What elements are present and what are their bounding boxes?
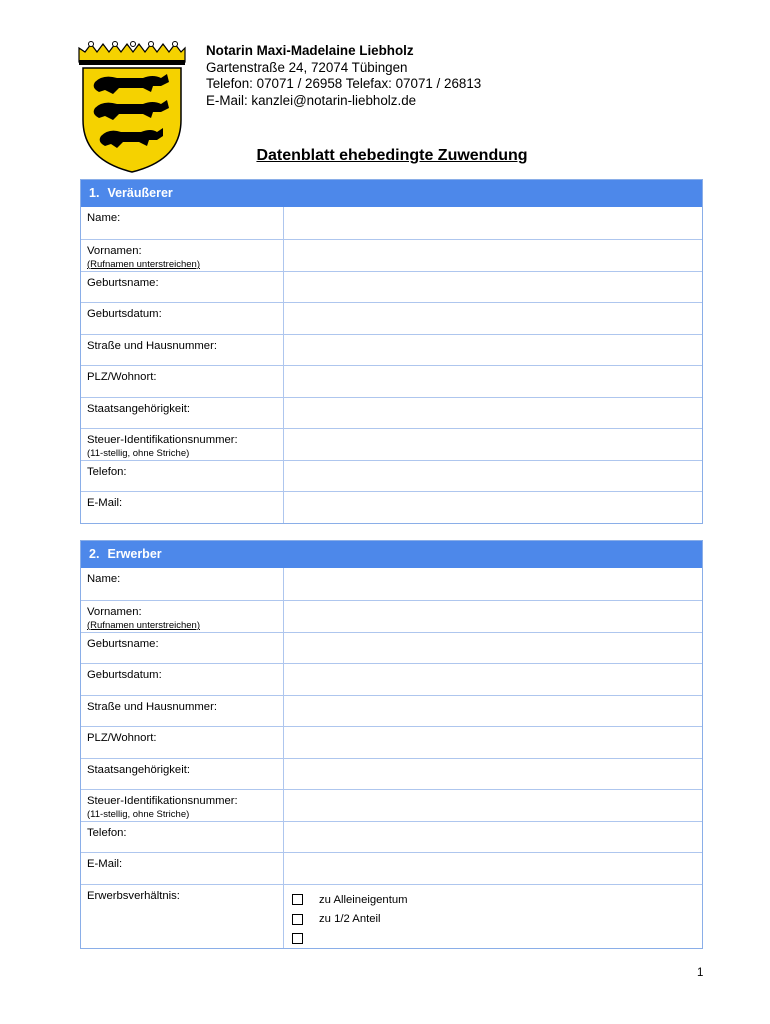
form-row: [81, 852, 702, 884]
field-hint: (11-stellig, ohne Striche): [87, 809, 190, 820]
field-label: Telefon:: [81, 822, 284, 852]
first-names-field[interactable]: [284, 240, 702, 271]
form-row: [81, 365, 702, 397]
notary-phone-fax: Telefon: 07071 / 26958 Telefax: 07071 / 26813: [206, 76, 482, 92]
field-label: Name:: [81, 207, 284, 239]
tax-id-field[interactable]: [284, 790, 702, 821]
form-row: [81, 758, 702, 789]
phone-field[interactable]: [284, 822, 702, 852]
section-title: Veräußerer: [107, 186, 173, 200]
email-field[interactable]: [284, 853, 702, 884]
form-row: [81, 207, 702, 239]
form-row: [81, 600, 702, 632]
email-field[interactable]: [284, 492, 702, 523]
form-row: [81, 460, 702, 491]
form-row: [81, 568, 702, 600]
option-label: zu Alleineigentum: [319, 893, 408, 906]
field-label: Steuer-Identifikationsnummer: (11-stellig, ohne Striche): [81, 790, 284, 821]
field-label: Geburtsdatum:: [81, 303, 284, 334]
notary-email: E-Mail: kanzlei@notarin-liebholz.de: [206, 92, 417, 108]
section-title: Erwerber: [107, 547, 162, 561]
form-row: [81, 695, 702, 726]
field-label: Staatsangehörigkeit:: [81, 759, 284, 789]
letterhead: [206, 43, 481, 109]
section-buyer: [80, 540, 703, 949]
checkbox-icon[interactable]: [292, 933, 303, 944]
form-row: [81, 397, 702, 428]
field-label: Name:: [81, 568, 284, 600]
zip-city-field[interactable]: [284, 727, 702, 758]
notary-name: Notarin Maxi-Madelaine Liebholz: [206, 43, 414, 58]
field-hint: (Rufnamen unterstreichen): [87, 620, 200, 631]
form-row: [81, 491, 702, 523]
name-field[interactable]: [284, 568, 702, 600]
birth-date-field[interactable]: [284, 303, 702, 334]
notary-address: Gartenstraße 24, 72074 Tübingen: [206, 59, 408, 75]
form-row: [81, 821, 702, 852]
acquisition-options: [284, 885, 702, 948]
option-label: zu 1/2 Anteil: [319, 913, 381, 926]
birth-name-field[interactable]: [284, 272, 702, 302]
field-label: PLZ/Wohnort:: [81, 366, 284, 397]
tax-id-field[interactable]: [284, 429, 702, 460]
form-row: [81, 726, 702, 758]
field-label: Straße und Hausnummer:: [81, 696, 284, 726]
street-field[interactable]: [284, 335, 702, 365]
field-label: Vornamen: (Rufnamen unterstreichen): [81, 601, 284, 632]
form-row: [81, 663, 702, 695]
checkbox-icon[interactable]: [292, 894, 303, 905]
field-hint: (11-stellig, ohne Striche): [87, 448, 190, 459]
form-row: [81, 334, 702, 365]
street-field[interactable]: [284, 696, 702, 726]
document-title: Datenblatt ehebedingte Zuwendung: [256, 147, 528, 164]
section-header: [81, 180, 702, 207]
field-label: Straße und Hausnummer:: [81, 335, 284, 365]
option-other[interactable]: [292, 929, 702, 949]
name-field[interactable]: [284, 207, 702, 239]
page-number: 1: [697, 967, 704, 979]
zip-city-field[interactable]: [284, 366, 702, 397]
section-header: [81, 541, 702, 568]
first-names-field[interactable]: [284, 601, 702, 632]
nationality-field[interactable]: [284, 398, 702, 428]
field-label: Geburtsname:: [81, 272, 284, 302]
form-row: [81, 271, 702, 302]
birth-date-field[interactable]: [284, 664, 702, 695]
field-label: Erwerbsverhältnis:: [81, 885, 284, 948]
section-number: 2.: [89, 547, 100, 561]
form-row: [81, 239, 702, 271]
field-label: PLZ/Wohnort:: [81, 727, 284, 758]
option-sole-ownership[interactable]: [292, 890, 702, 910]
field-label: E-Mail:: [81, 492, 284, 523]
form-row: [81, 884, 702, 948]
form-row: [81, 428, 702, 460]
phone-field[interactable]: [284, 461, 702, 491]
field-hint: (Rufnamen unterstreichen): [87, 259, 200, 270]
field-label: E-Mail:: [81, 853, 284, 884]
birth-name-field[interactable]: [284, 633, 702, 663]
form-row: [81, 302, 702, 334]
checkbox-icon[interactable]: [292, 914, 303, 925]
field-label: Vornamen: (Rufnamen unterstreichen): [81, 240, 284, 271]
section-seller: [80, 179, 703, 524]
field-label: Telefon:: [81, 461, 284, 491]
field-label: Geburtsdatum:: [81, 664, 284, 695]
option-half-share[interactable]: [292, 910, 702, 930]
nationality-field[interactable]: [284, 759, 702, 789]
form-row: [81, 789, 702, 821]
section-number: 1.: [89, 186, 100, 200]
form-row: [81, 632, 702, 663]
field-label: Staatsangehörigkeit:: [81, 398, 284, 428]
field-label: Geburtsname:: [81, 633, 284, 663]
field-label: Steuer-Identifikationsnummer: (11-stellig, ohne Striche): [81, 429, 284, 460]
